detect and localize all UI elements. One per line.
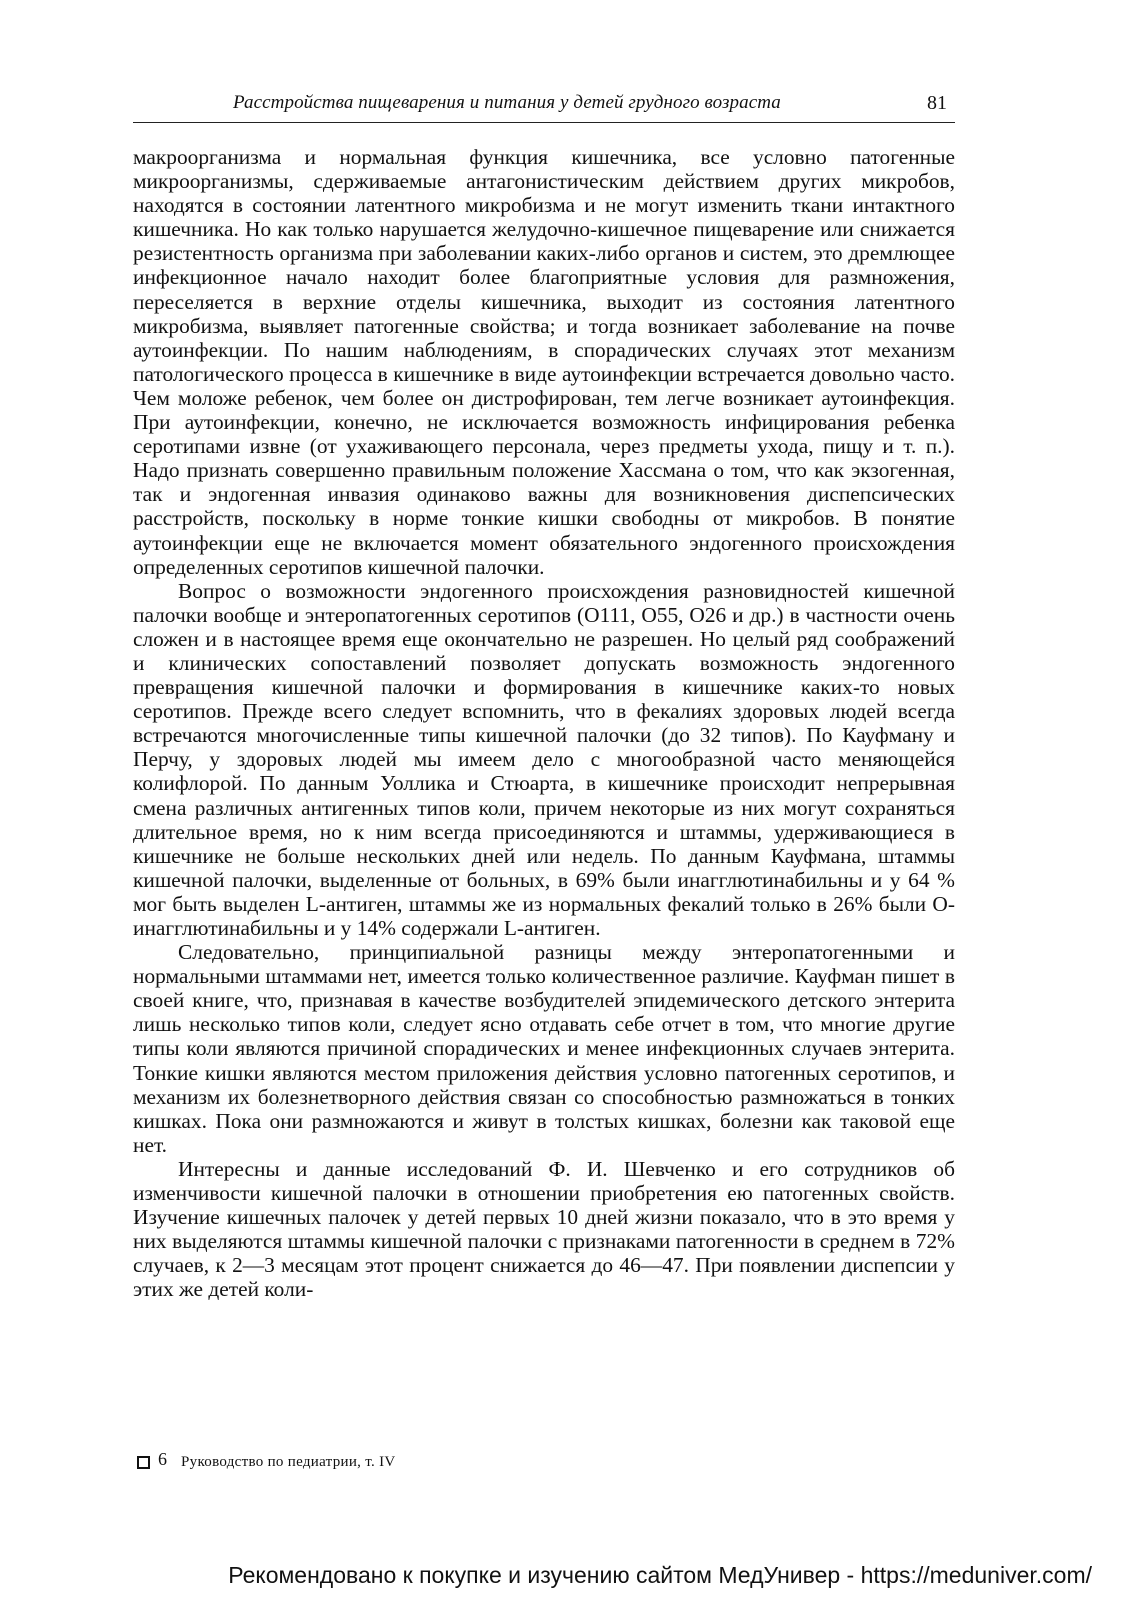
paragraph-2: Вопрос о возможности эндогенного происхождения разновидностей кишечной палочки вообще и энтеропатогенных серотипов (О111, О55, О26 и др.) в частности очень сложен и в настоящее время еще окончательно не разрешен. Но целый ряд соображений и клинических сопоставлений позволяет допускать возможность эндогенного превращения кишечной палочки и формирования в кишечнике каких-то новых серотипов. Прежде всего следует вспомнить, что в фекалиях здоровых людей всегда встречаются многочисленные типы кишечной палочки (до 32 типов). По Кауфману и Перчу, у здоровых людей мы имеем дело с многообразной часто меняющейся колифлорой. По данным Уоллика и Стюарта, в кишечнике происходит непрерывная смена различных антигенных типов коли, причем некоторые из них могут сохраняться длительное время, но к ним всегда присоединяются и штаммы, удерживающиеся в кишечнике не больше нескольких дней или недель. По данным Кауфмана, штаммы кишечной палочки, выделенные от больных, в 69% были инагглютинабильны и у 64 % мог быть выделен L-антиген, штаммы же из нормальных фекалий только в 26% были О-инагглютинабильны и у 14% содержали L-антиген. [133,578,955,940]
signature-mark [137,1449,396,1473]
running-title: Расстройства пищеварения и питания у детей грудного возраста [233,92,781,113]
page-header [133,88,955,123]
paragraph-1: макроорганизма и нормальная функция кишечника, все условно патогенные микроорганизмы, сдерживаемые антагонистическим действием других микробов, находятся в состоянии латентного микробизма и не могут изменить ткани интактного кишечника. Но как только нарушается желудочно-кишечное пищеварение или снижается резистентность организма при заболевании каких-либо органов и систем, это дремлющее инфекционное начало находит более благоприятные условия для размножения, переселяется в верхние отделы кишечника, выходит из состояния латентного микробизма, выявляет патогенные свойства; и тогда возникает заболевание на почве аутоинфекции. По нашим наблюдениям, в спорадических случаях этот механизм патологического процесса в кишечнике в виде аутоинфекции встречается довольно часто. Чем моложе ребенок, чем более он дистрофирован, тем легче возникает аутоинфекция. При аутоинфекции, конечно, не исключается возможность инфицирования ребенка серотипами извне (от ухаживающего персонала, через предметы ухода, пищу и т. п.). Надо признать совершенно правильным положение Хассмана о том, что как экзогенная, так и эндогенная инвазия одинаково важны для возникновения диспепсических расстройств, поскольку в норме тонкие кишки свободны от микробов. В понятие аутоинфекции еще не включается момент обязательного эндогенного происхождения определенных серотипов кишечной палочки. [133,145,955,579]
paragraph-3: Следовательно, принципиальной разницы между энтеропатогенными и нормальными штаммами нет, имеется только количественное различие. Кауфман пишет в своей книге, что, признавая в качестве возбудителей эпидемического детского энтерита лишь несколько типов коли, следует ясно отдавать себе отчет в том, что многие другие типы коли являются причиной спорадических и менее инфекционных случаев энтерита. Тонкие кишки являются местом приложения действия условно патогенных серотипов, и механизм их болезнетворного действия связан со способностью размножаться в тонких кишках. Пока они размножаются и живут в толстых кишках, болезни как таковой еще нет. [133,940,955,1157]
page-number: 81 [927,92,947,114]
signature-book-title: Руководство по педиатрии, т. IV [181,1454,396,1470]
paragraph-4: Интересны и данные исследований Ф. И. Шевченко и его сотрудников об изменчивости кишечной палочки в отношении приобретения ею патогенных свойств. Изучение кишечных палочек у детей первых 10 дней жизни показало, что в это время у них выделяются штаммы кишечной палочки с признаками патогенности в среднем в 72% случаев, к 2—3 месяцам этот процент снижается до 46—47. При появлении диспепсии у этих же детей коли- [133,1156,955,1302]
body-text [133,145,955,1302]
signature-box-icon [137,1456,150,1469]
signature-number: 6 [158,1449,167,1469]
watermark-text: Рекомендовано к покупке и изучению сайтом МедУнивер - https://meduniver.com/ [228,1562,1092,1588]
